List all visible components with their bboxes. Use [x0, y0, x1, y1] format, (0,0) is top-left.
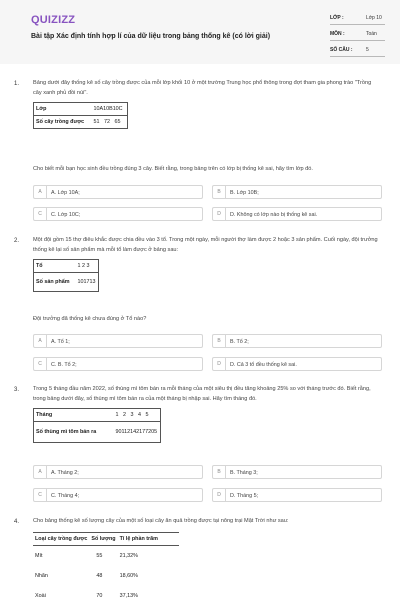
table-cell: 72	[104, 119, 110, 125]
table-row	[34, 273, 99, 292]
question-1-text: Bảng dưới đây thống kê số cây trồng được của mỗi lớp khối 10 ở một trường Trung học phổ thông trong đợt tham gia phong trào "Trồng cây xanh phủ đồi núi".	[33, 80, 372, 96]
table-row	[34, 116, 128, 129]
question-1-option-d[interactable]: D D. Không có lớp nào bị thống kê sai.	[212, 207, 382, 221]
table-row	[34, 260, 99, 273]
table-cell: 112	[121, 429, 131, 435]
table-cell: 18,60%	[119, 573, 138, 579]
question-2-option-c[interactable]: C C. B. Tổ 2;	[33, 357, 203, 371]
table-cell: 10A	[93, 106, 104, 112]
meta-class-key: LỚP :	[330, 15, 344, 21]
table-row	[33, 546, 179, 567]
question-1-prompt: Cho biết mỗi bạn học sinh đều trồng đúng 3 cây. Biết rằng, trong bảng trên có lớp bị thống kê sai, hãy tìm lớp đó.	[33, 166, 313, 172]
question-2-prompt: Đội trưởng đã thống kê chưa đúng ở Tổ nào?	[33, 316, 147, 322]
meta-subject-value: Toán	[366, 31, 377, 37]
meta-subject-key: MÔN :	[330, 31, 345, 37]
table-cell: 13	[89, 279, 96, 285]
worksheet-title: Bài tập Xác định tính hợp lí của dữ liệu trong bảng thống kê (có lời giải)	[31, 33, 271, 40]
question-4-table	[33, 532, 179, 600]
question-2-number: 2.	[14, 238, 20, 244]
table-cell: 10	[77, 279, 84, 285]
question-1-option-a[interactable]: A A. Lớp 10A;	[33, 185, 203, 199]
table-row	[34, 422, 161, 443]
table-cell: 51	[93, 119, 100, 125]
table-cell: 55	[96, 553, 103, 559]
table-row	[34, 409, 161, 422]
table-cell: 21,32%	[119, 553, 138, 559]
table-cell: 2	[123, 412, 126, 418]
table-cell: 17	[83, 279, 90, 285]
table-cell: 142	[130, 429, 140, 435]
question-3-option-a[interactable]: A A. Tháng 2;	[33, 465, 203, 479]
question-2-option-a[interactable]: A A. Tổ 1;	[33, 334, 203, 348]
question-1-table	[33, 102, 128, 129]
question-4-text: Cho bảng thống kê số lượng cây của một số loại cây ăn quả trồng được tại nông trại Mặt Trời như sau:	[33, 518, 289, 524]
quizizz-logo: QUIZIZZ	[31, 14, 76, 26]
meta-count-row	[330, 45, 385, 57]
table-cell: Số sản phẩm	[34, 273, 76, 292]
table-cell: 48	[96, 573, 103, 579]
question-1-number: 1.	[14, 81, 20, 87]
meta-class-row	[330, 13, 385, 25]
question-1-option-c[interactable]: C C. Lớp 10C;	[33, 207, 203, 221]
table-row	[33, 533, 179, 546]
table-cell: 70	[96, 593, 103, 599]
question-3-table	[33, 408, 161, 443]
question-1-option-b[interactable]: B B. Lớp 10B;	[212, 185, 382, 199]
table-cell: 205	[148, 429, 158, 435]
table-cell: Tỉ lệ phần trăm	[119, 536, 158, 542]
table-cell: Số lượng	[91, 536, 116, 542]
question-2-option-d[interactable]: D D. Cả 3 tổ đều thống kê sai.	[212, 357, 382, 371]
table-row	[34, 103, 128, 116]
question-3-option-d[interactable]: D D. Tháng 5;	[212, 488, 382, 502]
table-cell: Số cây trồng được	[34, 116, 92, 129]
question-3-option-b[interactable]: B B. Tháng 3;	[212, 465, 382, 479]
meta-class-value: Lớp 10	[366, 15, 382, 21]
table-cell: Lớp	[36, 106, 47, 112]
question-4-number: 4.	[14, 519, 20, 525]
table-row	[33, 566, 179, 586]
table-cell: 177	[139, 429, 149, 435]
table-cell: 10B	[103, 106, 113, 112]
table-cell: Tháng	[36, 412, 53, 418]
table-cell: 1	[115, 412, 119, 418]
meta-subject-row	[330, 29, 385, 41]
question-2-option-b[interactable]: B B. Tổ 2;	[212, 334, 382, 348]
question-2-table	[33, 259, 99, 292]
table-cell: Nhãn	[35, 573, 48, 579]
table-cell: 3	[86, 263, 90, 269]
table-cell: 5	[145, 412, 149, 418]
meta-count-key: SỐ CÂU :	[330, 47, 353, 53]
table-cell: 10C	[112, 106, 123, 112]
question-3-text: Trong 5 tháng đầu năm 2022, số thùng mì tôm bán ra mỗi tháng của một siêu thị đều tăng khoảng 25% so với tháng trước đó. Biết rằng, trong bảng dưới đây, số thùng mì tôm bán ra của một tháng bị nhập sai. Hãy tìm tháng đó.	[33, 386, 371, 402]
question-2-text: Một đội gồm 15 thợ điêu khắc được chia đều vào 3 tổ. Trong một ngày, mỗi người thợ làm được 2 hoặc 3 sản phẩm. Cuối ngày, đội trưởng thống kê lại số sản phẩm mà mỗi tổ làm được ở bảng sau:	[33, 237, 378, 253]
table-cell: Mít	[35, 553, 43, 559]
table-cell: 1	[77, 263, 81, 269]
table-cell: 3	[130, 412, 134, 418]
question-3-option-c[interactable]: C C. Tháng 4;	[33, 488, 203, 502]
table-cell: 37,13%	[119, 593, 138, 599]
table-cell: Xoài	[35, 593, 46, 599]
table-cell: 65	[114, 119, 121, 125]
table-cell: 2	[82, 263, 85, 269]
table-cell: Loại cây trồng được	[35, 536, 88, 542]
table-cell: 90	[115, 429, 122, 435]
table-cell: Số thùng mì tôm bán ra	[34, 422, 114, 443]
table-row	[33, 586, 179, 600]
table-cell: Tổ	[36, 263, 43, 269]
table-cell: 4	[138, 412, 141, 418]
meta-count-value: 5	[366, 47, 369, 53]
question-3-number: 3.	[14, 387, 20, 393]
worksheet-header	[0, 0, 400, 64]
